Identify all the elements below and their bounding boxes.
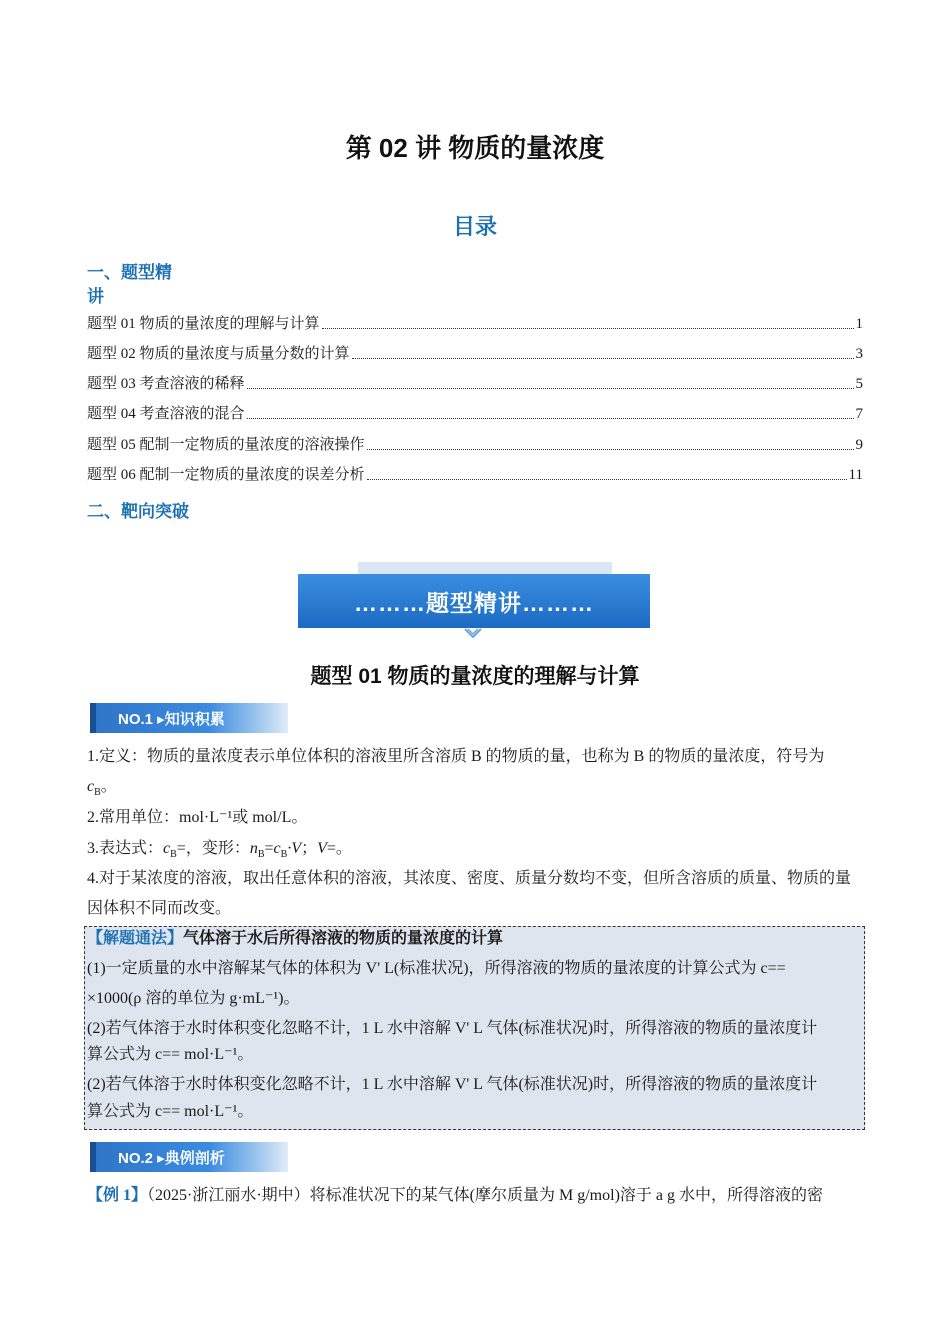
para-text: 3.表达式：: [87, 840, 164, 857]
tag-label: NO.1 ▸知识积累: [118, 710, 225, 728]
toc-section-2: 二、靶向突破: [87, 502, 189, 521]
method-line: (2)若气体溶于水时体积变化忽略不计，1 L 水中溶解 V' L 气体(标准状况)时，所得溶液的物质的量浓度计: [87, 1076, 818, 1093]
toc-leader: [367, 479, 847, 480]
para-text: 1.定义：物质的量浓度表示单位体积的溶液里所含溶质 B 的物质的量，也称为 B 的物质的量浓度，符号为: [87, 748, 825, 765]
method-line: (2)若气体溶于水时体积变化忽略不计，1 L 水中溶解 V' L 气体(标准状况)时，所得溶液的物质的量浓度计: [87, 1020, 818, 1037]
method-line: 算公式为 c== mol·L⁻¹。: [87, 1103, 254, 1120]
toc-entry-page: 9: [855, 437, 863, 453]
page-title: 第 02 讲 物质的量浓度: [345, 133, 605, 163]
banner-label: ………题型精讲………: [298, 574, 650, 628]
tag-knowledge: [90, 703, 288, 733]
tag-example: [90, 1142, 288, 1172]
method-line: (1)一定质量的水中溶解某气体的体积为 V' L(标准状况)，所得溶液的物质的量浓度的计算公式为 c==: [87, 960, 786, 977]
toc-leader: [247, 418, 854, 419]
example-label: 【例 1】: [87, 1187, 148, 1204]
para-text: =。: [326, 840, 352, 857]
toc-section-1-line1: 一、题型精: [87, 263, 172, 282]
toc-entry[interactable]: [87, 343, 863, 363]
toc-entry[interactable]: [87, 373, 863, 393]
toc-leader: [367, 449, 854, 450]
toc-entry-label: 题型 01 物质的量浓度的理解与计算: [87, 316, 320, 332]
toc-leader: [352, 358, 854, 359]
toc-entry[interactable]: [87, 313, 863, 333]
toc-entry-page: 7: [855, 406, 863, 422]
toc-leader: [322, 328, 854, 329]
topic-title: 题型 01 物质的量浓度的理解与计算: [310, 665, 640, 688]
toc-entry-page: 11: [848, 467, 863, 483]
knowledge-paragraph-2: 2.常用单位：mol·L⁻¹或 mol/L。: [87, 809, 308, 826]
knowledge-paragraph-1: [87, 742, 863, 808]
symbol: V: [317, 840, 327, 857]
toc-entry[interactable]: [87, 434, 863, 454]
tag-label: NO.2 ▸典例剖析: [118, 1149, 225, 1167]
para-text: 。: [100, 778, 117, 795]
toc-entry-page: 3: [855, 346, 863, 362]
para-text: =: [264, 840, 274, 857]
subscript: B: [94, 787, 101, 799]
toc-entry-label: 题型 02 物质的量浓度与质量分数的计算: [87, 346, 350, 362]
toc-heading: 目录: [452, 214, 497, 239]
toc-entry[interactable]: [87, 403, 863, 423]
subscript: B: [170, 849, 177, 861]
subscript: B: [257, 849, 265, 861]
toc-entry-label: 题型 03 考查溶液的稀释: [87, 376, 245, 392]
para-text: =，变形：: [176, 840, 250, 857]
method-heading-text: 气体溶于水后所得溶液的物质的量浓度的计算: [183, 930, 504, 947]
toc-entry-page: 1: [855, 316, 863, 332]
toc-entry[interactable]: [87, 464, 863, 484]
section-banner: [298, 562, 650, 642]
example-1: [87, 1182, 863, 1210]
toc-entry-label: 题型 05 配制一定物质的量浓度的溶液操作: [87, 437, 365, 453]
method-line: ×1000(ρ 溶的单位为 g·mL⁻¹)。: [87, 990, 300, 1007]
knowledge-paragraph-4: 4.对于某浓度的溶液，取出任意体积的溶液，其浓度、密度、质量分数均不变，但所含溶质的质量、物质的量因体积不同而改变。: [87, 870, 852, 917]
symbol: c: [87, 778, 95, 795]
toc-entry-page: 5: [855, 376, 863, 392]
toc-entry-label: 题型 06 配制一定物质的量浓度的误差分析: [87, 467, 365, 483]
para-text: ；: [301, 840, 318, 857]
symbol: ·V: [287, 840, 302, 857]
symbol: n: [249, 840, 258, 857]
toc-leader: [247, 388, 854, 389]
subscript: B: [280, 849, 288, 861]
example-text: （2025·浙江丽水·期中）将标准状况下的某气体(摩尔质量为 M g/mol)溶于 a g 水中，所得溶液的密: [147, 1187, 823, 1204]
tag-bar: [90, 1142, 96, 1172]
tag-bar: [90, 703, 96, 733]
method-bracket-label: 【解题通法】: [87, 930, 184, 947]
toc-section-1-line2: 讲: [87, 287, 104, 306]
chevron-down-icon: [464, 628, 482, 640]
symbol: c: [163, 840, 171, 857]
method-box: [84, 926, 865, 1130]
method-box-heading: [87, 926, 863, 952]
symbol: c: [273, 840, 281, 857]
method-line: 算公式为 c== mol·L⁻¹。: [87, 1046, 254, 1063]
toc-entry-label: 题型 04 考查溶液的混合: [87, 406, 245, 422]
